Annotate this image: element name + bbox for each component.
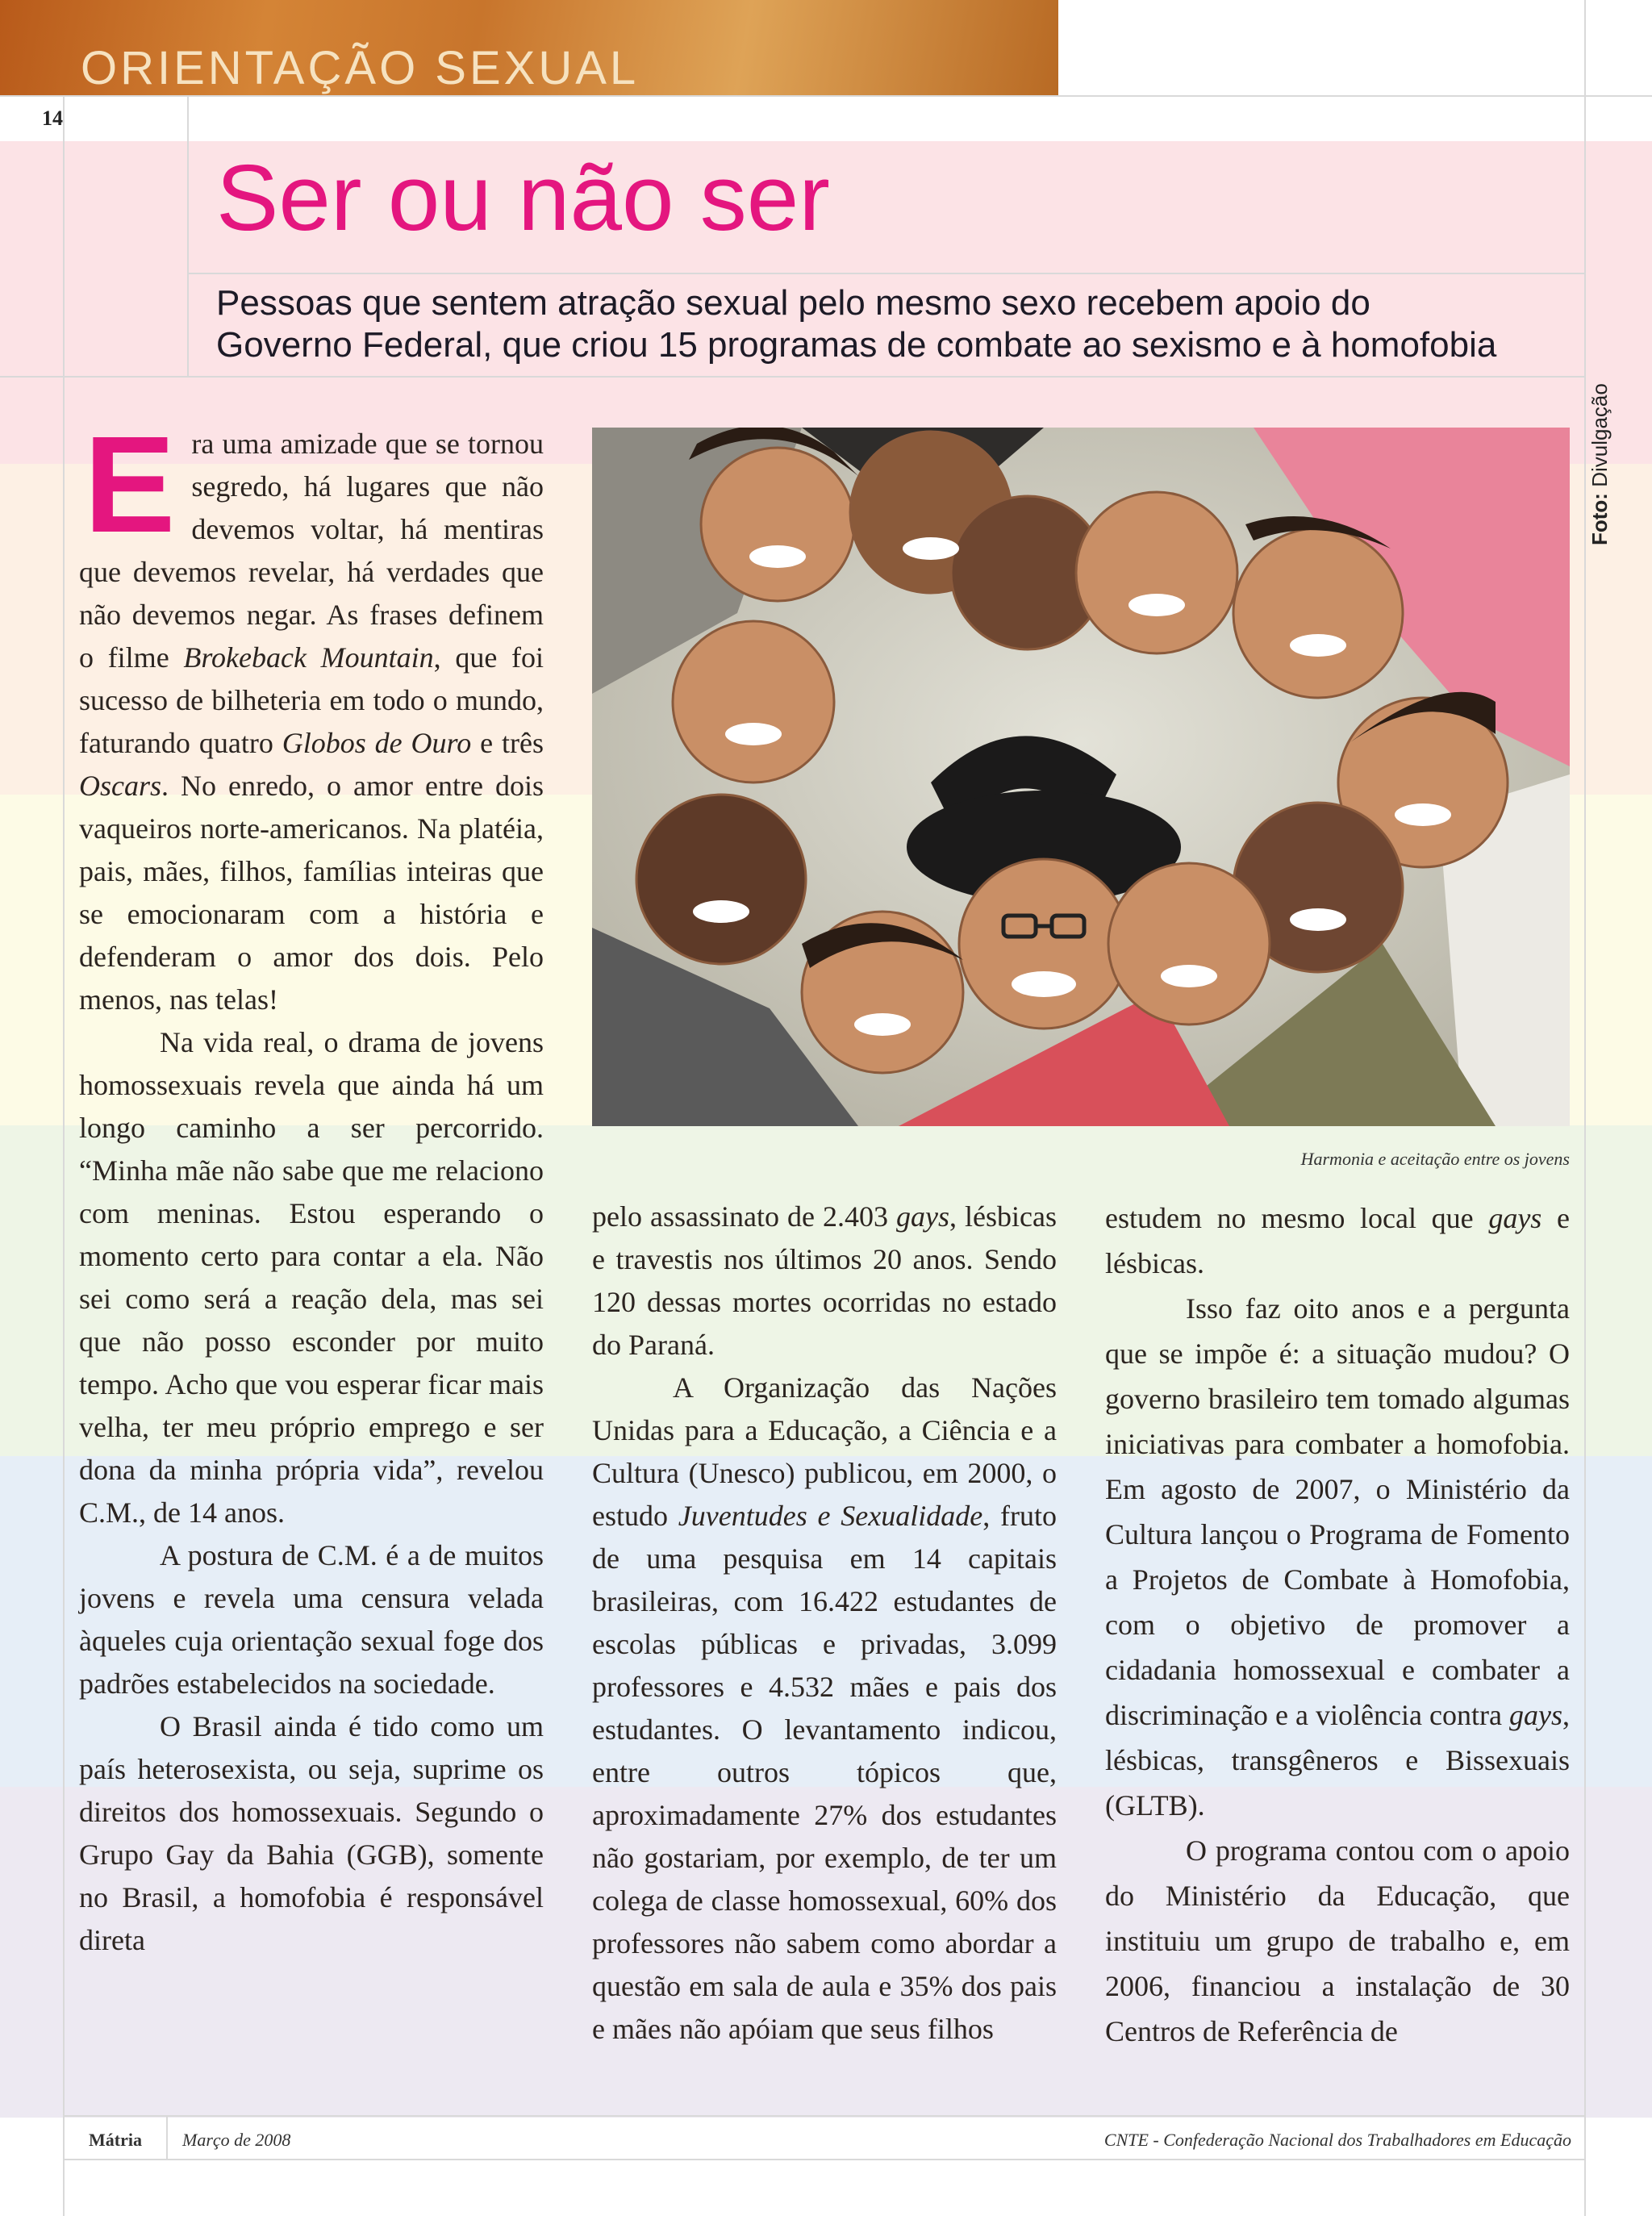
drop-cap: E: [84, 408, 176, 561]
p1-text-d: . No enredo, o amor entre dois vaqueiros norte-americanos. Na platéia, pais, mães, filhos, famílias inteiras que se emocionaram com a história e defenderam o amor dos dois. Pelo menos, nas telas!: [79, 770, 544, 1016]
guide-line-title-sep: [187, 273, 1584, 274]
article-subtitle: [216, 282, 1539, 366]
article-title: Ser ou não ser: [216, 145, 830, 250]
footer-organization: CNTE - Confederação Nacional dos Trabalhadores em Educação: [1103, 2130, 1571, 2150]
c3p1-term-gays: gays: [1488, 1202, 1542, 1234]
group-photo: [592, 428, 1570, 1126]
c3p2-text-b: , lésbicas, transgêneros e Bissexuais (GLTB).: [1105, 1699, 1570, 1822]
c3p1-text-a: estudem no mesmo local que: [1105, 1202, 1489, 1234]
film-title: Brokeback Mountain: [183, 641, 434, 674]
guide-line-footer-top: [63, 2115, 1584, 2117]
column-2-paragraph-2: [592, 1367, 1057, 2051]
subtitle-line-2: Governo Federal, que criou 15 programas de combate ao sexismo e à homofobia: [216, 325, 1497, 365]
c2p1-term-gays: gays: [896, 1200, 950, 1233]
c2p1-text-b: , lésbicas e travestis nos últimos 20 anos. Sendo 120 dessas mortes ocorridas no estado do Paraná.: [592, 1200, 1057, 1361]
photo-credit-value: Divulgação: [1587, 383, 1612, 487]
photo-credit-separator: :: [1587, 486, 1612, 500]
column-3-paragraph-1: [1105, 1196, 1570, 1286]
c3p2-term-gays: gays: [1509, 1699, 1562, 1731]
award-golden-globes: Globos de Ouro: [282, 727, 472, 759]
guide-line-right: [1584, 0, 1586, 2216]
column-2-paragraph-1: [592, 1196, 1057, 1367]
c2p1-text-a: pelo assassinato de 2.403: [592, 1200, 897, 1233]
group-photo-illustration: [592, 428, 1570, 1126]
p1-text-b: , que foi sucesso de bilheteria em todo o mundo, faturando quatro: [79, 641, 544, 759]
award-oscars: Oscars: [79, 770, 162, 802]
article-column-1: [79, 408, 544, 1962]
study-title: Juventudes e Sexualidade: [678, 1500, 983, 1532]
guide-line-left: [63, 0, 65, 2216]
c3p1-text-b: e lésbicas.: [1105, 1202, 1570, 1279]
photo-credit-label: Foto: [1587, 499, 1612, 545]
photo-credit: [1587, 383, 1612, 545]
paragraph-4: O Brasil ainda é tido como um país heterosexista, ou seja, suprime os direitos dos homossexuais. Segundo o Grupo Gay da Bahia (GGB), somente no Brasil, a homofobia é responsável direta: [79, 1710, 544, 1956]
photo-caption: Harmonia e aceitação entre os jovens: [1300, 1149, 1570, 1169]
section-label: ORIENTAÇÃO SEXUAL: [81, 42, 640, 94]
guide-line-header-end: [0, 376, 1584, 378]
paragraph-2: Na vida real, o drama de jovens homossexuais revela que ainda há um longo caminho a ser percorrido. “Minha mãe não sabe que me relaciono com meninas. Estou esperando o momento certo para contar a ela. Não sei como será a reação dela, mas sei que não posso esconder por muito tempo. Acho que vou esperar ficar mais velha, ter meu próprio emprego e ser dona da minha própria vida”, revelou C.M., de 14 anos.: [79, 1026, 544, 1529]
guide-line-footer-bottom: [63, 2159, 1584, 2160]
column-3-paragraph-3: O programa contou com o apoio do Ministério da Educação, que instituiu um grupo de trabalho e, em 2006, financiou a instalação de 30 Centros de Referência de: [1105, 1834, 1570, 2047]
guide-line-footer-sep: [166, 2115, 168, 2160]
paragraph-3: A postura de C.M. é a de muitos jovens e revela uma censura velada àqueles cuja orientação sexual foge dos padrões estabelecidos na sociedade.: [79, 1539, 544, 1700]
subtitle-line-1: Pessoas que sentem atração sexual pelo mesmo sexo recebem apoio do: [216, 283, 1370, 323]
footer-magazine: Mátria: [89, 2130, 142, 2150]
footer-date: Março de 2008: [182, 2130, 291, 2150]
article-column-2: [592, 1196, 1057, 2051]
p1-text-a: ra uma amizade que se tornou segredo, há lugares que não devemos voltar, há mentiras que devemos revelar, há verdades que não devemos negar. As frases definem o filme: [79, 428, 544, 674]
page-number: 14: [42, 106, 63, 130]
c3p2-text-a: Isso faz oito anos e a pergunta que se impõe é: a situação mudou? O governo brasileiro tem tomado algumas iniciativas para combater a homofobia. Em agosto de 2007, o Ministério da Cultura lançou o Programa de Fomento a Projetos de Combate à Homofobia, com o objetivo de promover a cidadania homossexual e combater a discriminação e a violência contra: [1105, 1292, 1570, 1731]
c2p2-text-b: , fruto de uma pesquisa em 14 capitais brasileiras, com 16.422 estudantes de escolas públicas e privadas, 3.099 professores e 4.532 mães e pais dos estudantes. O levantamento indicou, entre outros tópicos que, aproximadamente 27% dos estudantes não gostariam, por exemplo, de ter um colega de classe homossexual, 60% dos professores não sabem como abordar a questão em sala de aula e 35% dos pais e mães não apóiam que seus filhos: [592, 1500, 1058, 2045]
article-column-3: [1105, 1196, 1570, 2054]
guide-line-top: [0, 95, 1652, 97]
guide-line-title: [187, 95, 189, 378]
c2p2-text-a: A Organização das Nações Unidas para a Educação, a Ciência e a Cultura (Unesco) publicou, em 2000, o estudo: [592, 1371, 1057, 1532]
column-3-paragraph-2: [1105, 1286, 1570, 1828]
p1-text-c: e três: [471, 727, 544, 759]
